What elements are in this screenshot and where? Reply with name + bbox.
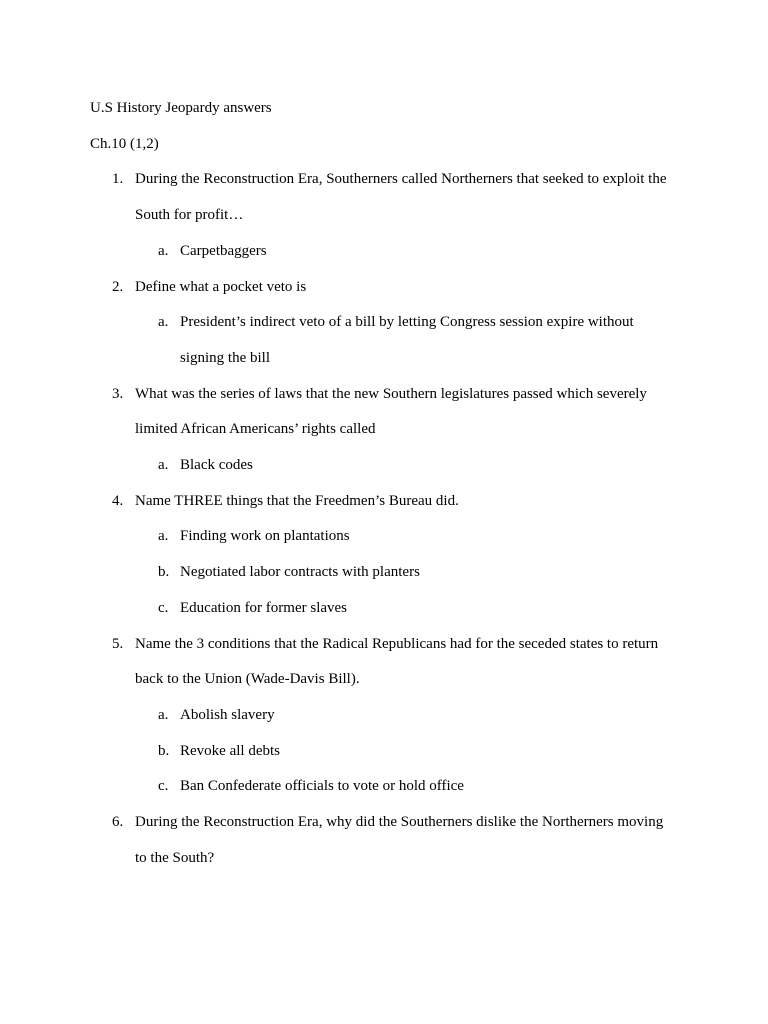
answer-item (135, 734, 680, 770)
answer-item (135, 555, 680, 591)
answer-item (135, 769, 680, 805)
answer-text: Black codes (180, 457, 253, 474)
answer-text: Abolish slavery (180, 706, 275, 723)
answer-list (135, 448, 680, 484)
question-item (90, 270, 680, 377)
question-item (90, 484, 680, 627)
document-title: U.S History Jeopardy answers (90, 100, 272, 116)
question-number: 6. (112, 814, 124, 831)
answer-item (135, 519, 680, 555)
question-list (90, 162, 680, 876)
question-number: 3. (112, 385, 124, 402)
answer-text: Negotiated labor contracts with planters (180, 564, 420, 581)
question-text-line: to the South? (135, 849, 215, 866)
answer-letter: a. (158, 457, 169, 474)
question-text-line: South for profit… (135, 207, 244, 224)
answer-item (135, 305, 680, 376)
answer-text: Ban Confederate officials to vote or hold office (180, 778, 464, 795)
answer-text-line: signing the bill (180, 349, 270, 366)
answer-text-line: President’s indirect veto of a bill by letting Congress session expire without (180, 314, 634, 331)
question-item (90, 627, 680, 806)
chapter-heading: Ch.10 (1,2) (90, 135, 159, 152)
question-text-line: What was the series of laws that the new Southern legislatures passed which severely (135, 385, 647, 402)
question-number: 2. (112, 278, 124, 295)
question-text-line: During the Reconstruction Era, why did the Southerners dislike the Northerners moving (135, 814, 664, 831)
question-text-line: Define what a pocket veto is (135, 278, 307, 295)
answer-letter: a. (158, 242, 169, 259)
answer-list (135, 234, 680, 270)
answer-list (135, 519, 680, 626)
question-item (90, 805, 680, 876)
question-number: 5. (112, 635, 124, 652)
question-text-line: Name the 3 conditions that the Radical Republicans had for the seceded states to return (135, 635, 659, 652)
answer-letter: c. (158, 778, 169, 795)
answer-item (135, 591, 680, 627)
answer-item (135, 698, 680, 734)
question-number: 4. (112, 492, 124, 509)
answer-letter: b. (158, 564, 170, 581)
question-text-line: limited African Americans’ rights called (135, 421, 376, 438)
question-number: 1. (112, 171, 124, 188)
answer-letter: a. (158, 706, 169, 723)
answer-letter: a. (158, 314, 169, 331)
question-item (90, 162, 680, 269)
answer-letter: b. (158, 742, 170, 759)
answer-list (135, 698, 680, 805)
question-text-line: During the Reconstruction Era, Southerners called Northerners that seeked to exploit the (135, 171, 667, 188)
answer-text: Carpetbaggers (180, 242, 267, 259)
answer-list (135, 305, 680, 376)
question-text-line: back to the Union (Wade-Davis Bill). (135, 671, 360, 688)
answer-item (135, 448, 680, 484)
answer-letter: c. (158, 599, 169, 616)
question-text-line: Name THREE things that the Freedmen’s Bureau did. (135, 492, 459, 509)
answer-text: Revoke all debts (180, 742, 280, 759)
document-body (90, 91, 680, 876)
question-item (90, 377, 680, 484)
answer-letter: a. (158, 528, 169, 545)
answer-text: Education for former slaves (180, 599, 348, 616)
answer-item (135, 234, 680, 270)
answer-text: Finding work on plantations (180, 528, 350, 545)
